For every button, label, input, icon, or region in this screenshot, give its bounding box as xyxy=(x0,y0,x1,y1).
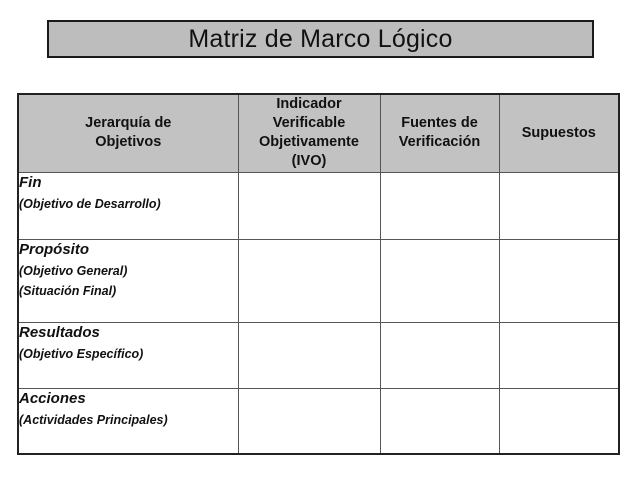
level-label: Acciones xyxy=(19,389,86,407)
indicator-cell xyxy=(238,388,380,454)
header-sources-label: Fuentes de Verificación xyxy=(398,115,481,151)
level-detail: (Actividades Principales) xyxy=(19,412,168,427)
level-label: Fin xyxy=(19,173,42,191)
level-label: Propósito xyxy=(19,240,89,258)
table-row xyxy=(18,172,619,239)
indicator-cell xyxy=(238,239,380,322)
header-row xyxy=(18,94,619,172)
row-label-fin xyxy=(18,172,238,239)
row-label-resultados xyxy=(18,322,238,388)
assumptions-cell xyxy=(499,172,619,239)
header-assumptions xyxy=(499,94,619,172)
sources-cell xyxy=(380,172,499,239)
header-indicator xyxy=(238,94,380,172)
assumptions-cell xyxy=(499,388,619,454)
indicator-cell xyxy=(238,322,380,388)
table-row xyxy=(18,388,619,454)
header-objectives-label: Jerarquía de Objetivos xyxy=(85,115,172,151)
header-objectives xyxy=(18,94,238,172)
level-detail: (Objetivo Específico) xyxy=(19,346,144,361)
header-sources xyxy=(380,94,499,172)
row-label-proposito xyxy=(18,239,238,322)
header-assumptions-label: Supuestos xyxy=(521,124,596,141)
assumptions-cell xyxy=(499,322,619,388)
indicator-cell xyxy=(238,172,380,239)
level-label: Resultados xyxy=(19,323,100,341)
row-label-acciones xyxy=(18,388,238,454)
table-row xyxy=(18,322,619,388)
logframe-matrix-table xyxy=(17,93,620,455)
table-row xyxy=(18,239,619,322)
sources-cell xyxy=(380,322,499,388)
sources-cell xyxy=(380,239,499,322)
page-title: Matriz de Marco Lógico xyxy=(188,24,453,53)
level-detail: (Situación Final) xyxy=(19,283,117,298)
level-detail: (Objetivo de Desarrollo) xyxy=(19,196,161,211)
header-indicator-label: Indicador Verificable Objetivamente (IVO) xyxy=(259,96,359,170)
sources-cell xyxy=(380,388,499,454)
assumptions-cell xyxy=(499,239,619,322)
title-banner xyxy=(47,20,594,58)
level-detail: (Objetivo General) xyxy=(19,263,128,278)
